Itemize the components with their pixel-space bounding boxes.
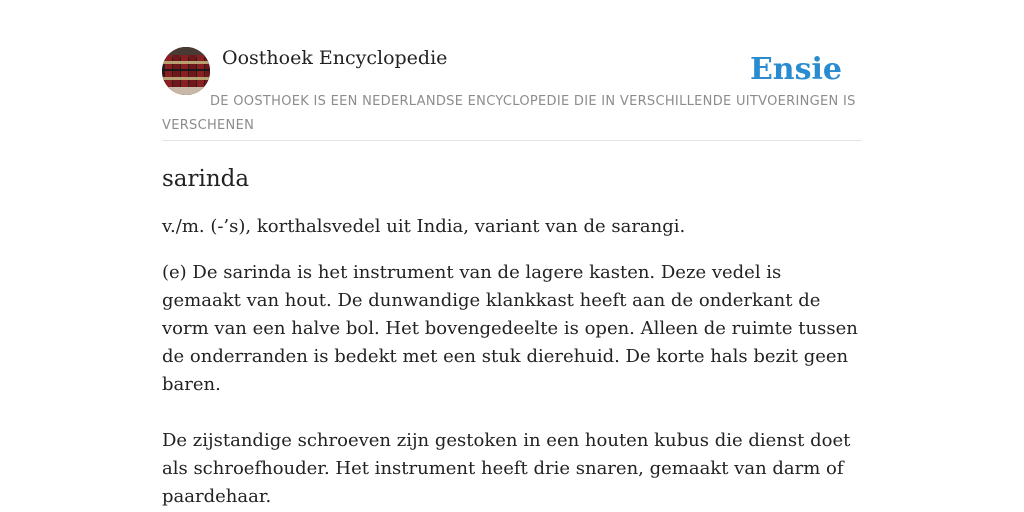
entry-definition: v./m. (-’s), korthalsvedel uit India, variant van de sarangi. (162, 216, 686, 237)
entry-paragraph: De zijstandige schroeven zijn gestoken in een houten kubus die dienst doet als schroefhouder. Het instrument heeft drie snaren, gemaakt van darm of paardehaar. (162, 430, 851, 507)
ensie-logo-link[interactable]: Ensie (749, 52, 842, 87)
avatar[interactable] (162, 47, 210, 95)
encyclopedia-books-icon (162, 47, 210, 95)
entry-content (162, 163, 862, 512)
entry-headword: sarinda (162, 166, 250, 192)
source-description: DE OOSTHOEK IS EEN NEDERLANDSE ENCYCLOPEDIE DIE IN VERSCHILLENDE UITVOERINGEN IS VERSCHENEN (162, 94, 856, 133)
source-title-link[interactable]: Oosthoek Encyclopedie (222, 47, 448, 69)
entry-paragraph: (e) De sarinda is het instrument van de lagere kasten. Deze vedel is gemaakt van hout. De dunwandige klankkast heeft aan de onderkant de vorm van een halve bol. Het bovengedeelte is open. Alleen de ruimte tussen de onderranden is bedekt met een stuk dierehuid. De korte hals bezit geen baren. (162, 262, 858, 395)
header (162, 46, 862, 141)
